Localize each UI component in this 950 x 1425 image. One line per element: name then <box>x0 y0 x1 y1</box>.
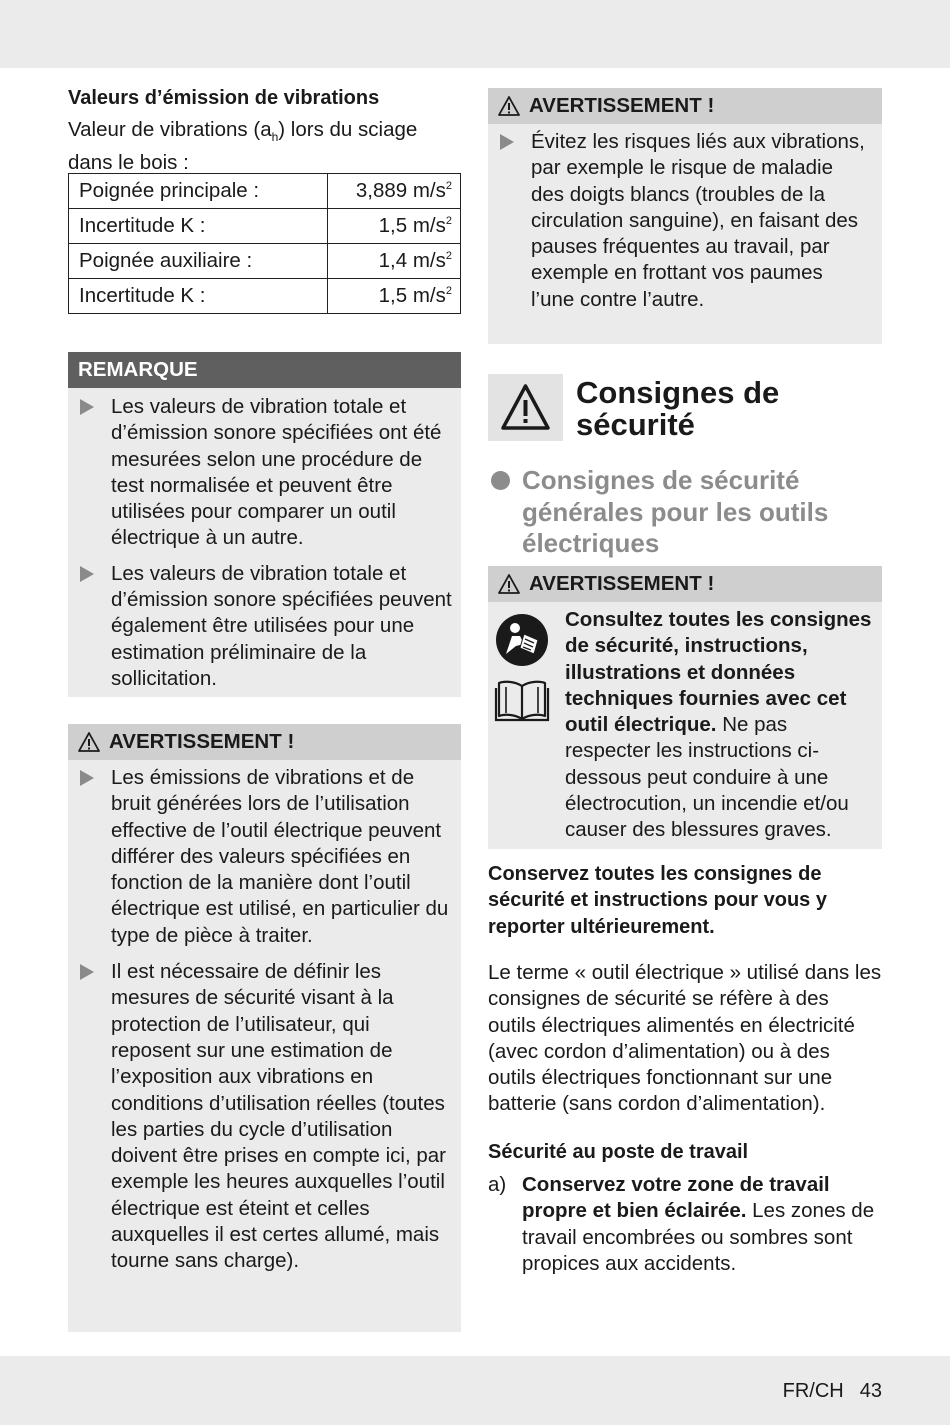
list-item: Il est nécessaire de définir les mesures de sécurité visant à la protection de l’utilisateur, qui reposent sur une estimation de l’exposition aux vibrations en conditions d’utilisation réelles (toutes les parties du cycle d’utilisation doivent être prises en compte ici, par exemple les heures auxquelles l’outil électrique est éteint et celles auxquelles il est certes allumé, mais tourne sans charge). <box>68 959 461 1275</box>
warning-icon <box>488 374 563 441</box>
workplace-heading: Sécurité au poste de travail <box>488 1141 749 1163</box>
vibration-table <box>68 173 461 314</box>
row-value: 3,889 $m/s^2$ <box>328 174 461 209</box>
warning-header <box>68 724 461 760</box>
warning-header <box>488 88 882 124</box>
list-item: Les émissions de vibrations et de bruit générées lors de l’utilisation effective de l’outil électrique peuvent différer des valeurs spécifiées en fonction de la manière dont l’outil électrique est utilisé, en particulier du type de pièce à traiter. <box>68 765 461 949</box>
arrow-icon <box>80 770 94 786</box>
arrow-icon <box>80 964 94 980</box>
row-label: Poignée auxiliaire : <box>69 244 328 279</box>
power-tool-definition: Le terme « outil électrique » utilisé dans les consignes de sécurité se réfère à des outils électriques alimentés en électricité (avec cordon d’alimentation) ou à des outils électriques fonctionnant sur une batterie (sans cordon d’alimentation). <box>488 961 882 1116</box>
arrow-icon <box>500 134 514 150</box>
section-title: Consignes de sécurité <box>576 375 780 442</box>
row-value: 1,5 $m/s^2$ <box>328 209 461 244</box>
row-value: 1,4 $m/s^2$ <box>328 244 461 279</box>
list-item: Évitez les risques liés aux vibrations, par exemple le risque de maladie des doigts blancs (troubles de la circulation sanguine), en faisant des pauses fréquentes au travail, par exemple en frottant vos paumes l’une contre l’autre. <box>488 129 882 313</box>
vibration-intro: Valeur de vibrations $(a_h)$ lors du sciage dans le bois : <box>68 118 418 175</box>
list-item: Les valeurs de vibration totale et d’émission sonore spécifiées ont été mesurées selon une procédure de test normalisée et peuvent être utilisées pour comparer un outil électrique à un autre. <box>68 394 461 552</box>
warning-icon <box>78 732 100 752</box>
table-row <box>69 244 461 279</box>
warning-read-text: Consultez toutes les consignes de sécurité, instructions, illustrations et données techniques fournies avec cet outil électrique. Ne pas respecter les instructions ci-dessous peut conduire à une électrocution, un incendie et/ou causer des blessures graves. <box>565 608 872 842</box>
top-band <box>0 0 950 68</box>
arrow-icon <box>80 399 94 415</box>
book-icon <box>494 678 550 724</box>
warning-icon <box>498 96 520 116</box>
remarque-box <box>68 352 461 697</box>
warning-box-vibration <box>68 724 461 1332</box>
table-row <box>69 279 461 314</box>
row-label: Incertitude K : <box>69 209 328 244</box>
page-footer <box>783 1380 882 1403</box>
arrow-icon <box>80 566 94 582</box>
row-label: Poignée principale : <box>69 174 328 209</box>
item-letter: a) <box>488 1173 507 1196</box>
row-value: 1,5 $m/s^2$ <box>328 279 461 314</box>
list-item: Les valeurs de vibration totale et d’émission sonore spécifiées peuvent également être utilisées pour une estimation préliminaire de la sollicitation. <box>68 561 461 692</box>
table-row <box>69 209 461 244</box>
warning-icon <box>498 574 520 594</box>
list-item: Conservez votre zone de travail propre et bien éclairée. Les zones de travail encombrées ou sombres sont propices aux accidents. <box>522 1173 875 1275</box>
warning-title: AVERTISSEMENT ! <box>529 94 715 117</box>
warning-header <box>488 566 882 602</box>
remarque-title: REMARQUE <box>68 352 461 388</box>
table-row <box>69 174 461 209</box>
bullet-dot-icon <box>491 471 510 490</box>
page-number: 43 <box>859 1380 882 1402</box>
row-label: Incertitude K : <box>69 279 328 314</box>
read-manual-icon <box>494 612 550 668</box>
keep-instructions-text: Conservez toutes les consignes de sécurité et instructions pour vous y reporter ultérieurement. <box>488 863 827 938</box>
vibration-heading: Valeurs d’émission de vibrations <box>68 87 380 109</box>
subsection-title: Consignes de sécurité générales pour les outils électriques <box>522 465 829 558</box>
warning-title: AVERTISSEMENT ! <box>529 572 715 595</box>
warning-box-read-instructions <box>488 566 882 849</box>
language-label: FR/CH <box>782 1380 844 1402</box>
safety-sign-box <box>488 374 563 441</box>
warning-box-vibration-risk <box>488 88 882 344</box>
warning-title: AVERTISSEMENT ! <box>109 730 295 753</box>
